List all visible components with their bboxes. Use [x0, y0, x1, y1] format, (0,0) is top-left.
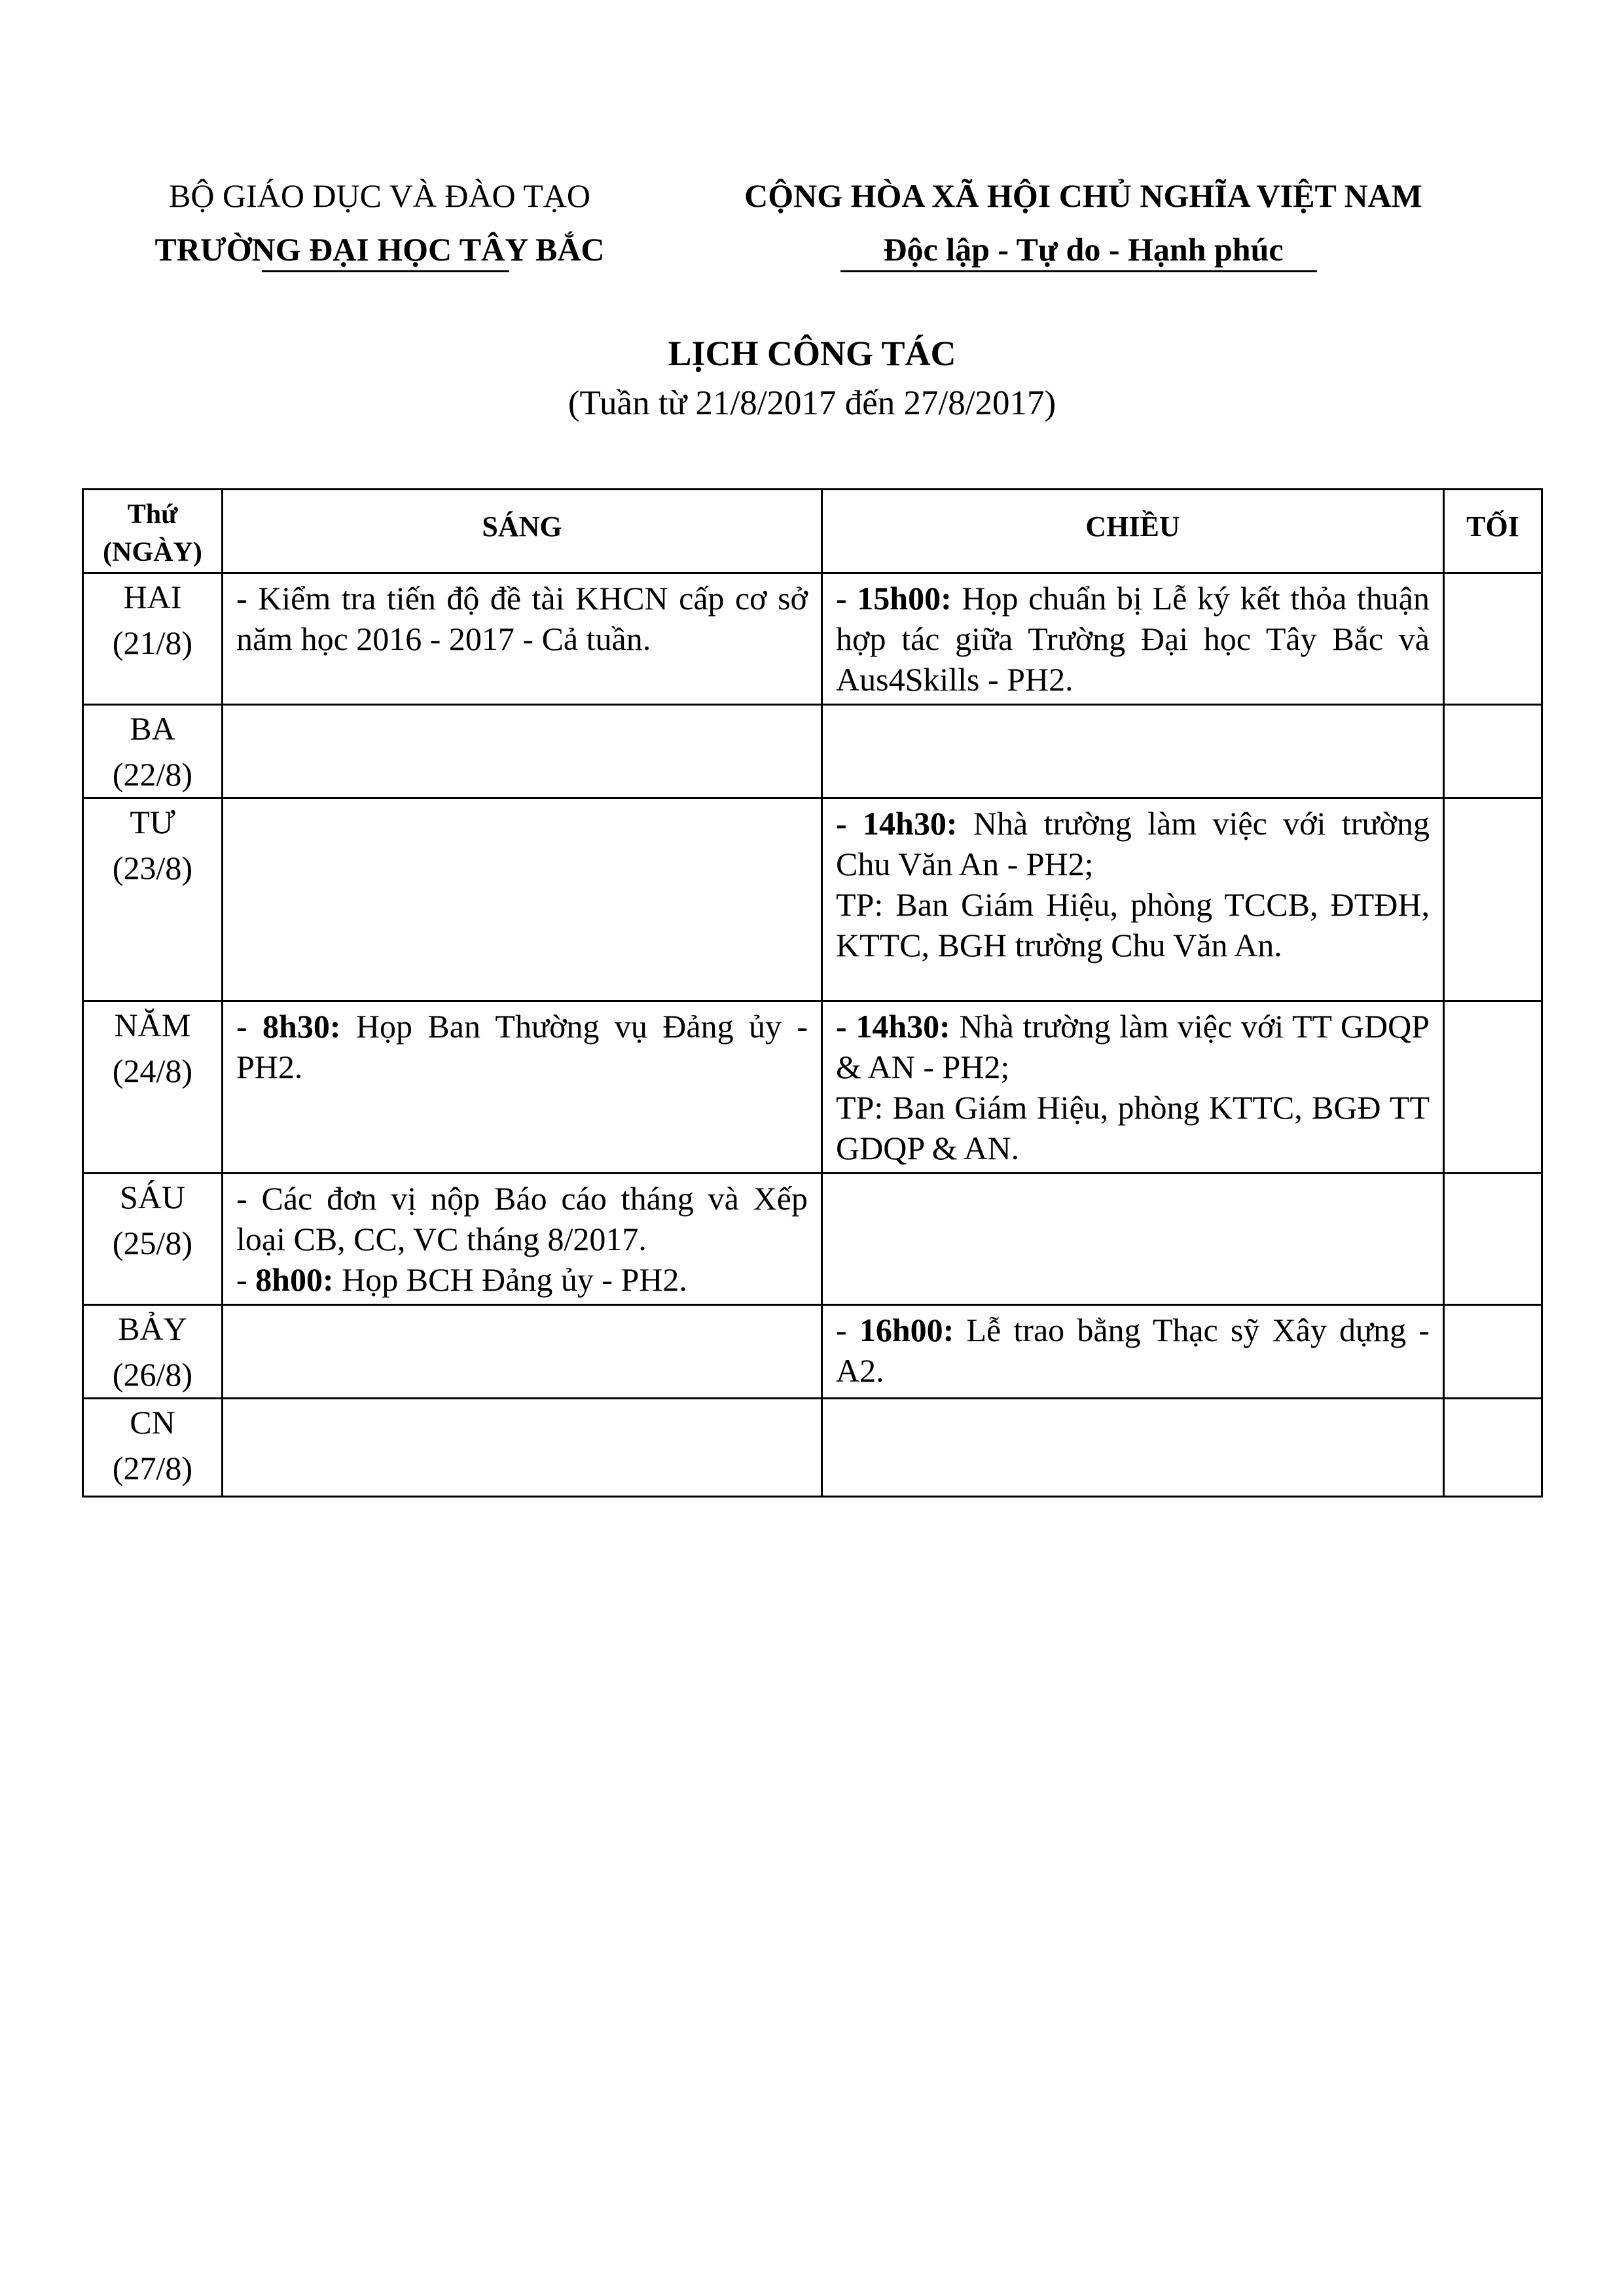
- document-subtitle: (Tuần từ 21/8/2017 đến 27/8/2017): [568, 384, 1056, 422]
- country-name: CỘNG HÒA XÃ HỘI CHỦ NGHĨA VIỆT NAM: [744, 177, 1422, 214]
- schedule-entry: [836, 884, 1430, 965]
- national-header: [681, 169, 1486, 276]
- day-name: BA: [130, 710, 175, 747]
- chieu-cell: [822, 705, 1444, 798]
- toi-cell: [1444, 1305, 1542, 1399]
- document-title: LỊCH CÔNG TÁC: [668, 334, 956, 373]
- day-cell: [83, 705, 223, 798]
- entry-text: TP: Ban Giám Hiệu, phòng KTTC, BGĐ TT GDQP & AN.: [836, 1089, 1430, 1166]
- schedule-entry: [236, 578, 808, 659]
- chieu-cell: [822, 798, 1444, 1001]
- table-header-row: [83, 490, 1542, 573]
- entry-text: Lễ trao bằng Thạc sỹ Xây dựng - A2.: [836, 1312, 1430, 1389]
- toi-cell: [1444, 798, 1542, 1001]
- day-date: (24/8): [112, 1052, 193, 1089]
- day-name: BẢY: [118, 1310, 187, 1347]
- ministry-name: BỘ GIÁO DỤC VÀ ĐÀO TẠO: [169, 177, 590, 214]
- national-motto: Độc lập - Tự do - Hạnh phúc: [883, 231, 1284, 268]
- entry-time: 8h00:: [255, 1261, 334, 1298]
- table-row: [83, 1001, 1542, 1174]
- entry-time: 16h00:: [859, 1312, 954, 1348]
- day-name: HAI: [123, 579, 182, 615]
- header-day-label: Thứ: [127, 499, 178, 529]
- chieu-cell: [822, 1399, 1444, 1497]
- day-cell: [83, 1174, 223, 1305]
- table-row: [83, 798, 1542, 1001]
- header-sang: SÁNG: [223, 490, 822, 573]
- sang-cell: [223, 1001, 822, 1174]
- day-cell: [83, 798, 223, 1001]
- chieu-cell: [822, 1174, 1444, 1305]
- day-date: (25/8): [112, 1225, 193, 1261]
- schedule-entry: [836, 1006, 1430, 1087]
- chieu-cell: [822, 573, 1444, 705]
- university-name: TRƯỜNG ĐẠI HỌC TÂY BẮC: [154, 231, 605, 268]
- chieu-cell: [822, 1305, 1444, 1399]
- day-cell: [83, 573, 223, 705]
- entry-text: Nhà trường làm việc với TT GDQP & AN - PH2;: [836, 1008, 1430, 1085]
- sang-cell: [223, 798, 822, 1001]
- table-row: [83, 1399, 1542, 1497]
- entry-prefix: -: [836, 580, 857, 617]
- schedule-entry: [236, 1006, 808, 1087]
- table-row: [83, 1305, 1542, 1399]
- toi-cell: [1444, 1399, 1542, 1497]
- day-date: (22/8): [112, 756, 193, 793]
- header-day: [83, 490, 223, 573]
- day-cell: [83, 1305, 223, 1399]
- table-row: [83, 573, 1542, 705]
- day-date: (26/8): [112, 1356, 193, 1393]
- day-date: (23/8): [112, 850, 193, 886]
- entry-time: 15h00:: [857, 580, 952, 617]
- entry-text: Họp BCH Đảng ủy - PH2.: [333, 1261, 687, 1298]
- day-name: SÁU: [119, 1179, 186, 1215]
- entry-text: Họp chuẩn bị Lễ ký kết thỏa thuận hợp tác giữa Trường Đại học Tây Bắc và Aus4Skills - PH2.: [836, 580, 1430, 698]
- header-underline-right: [840, 270, 1317, 272]
- header-underline-left: [262, 270, 509, 272]
- ministry-header: [118, 169, 641, 276]
- sang-cell: [223, 1174, 822, 1305]
- entry-text: TP: Ban Giám Hiệu, phòng TCCB, ĐTĐH, KTTC, BGH trường Chu Văn An.: [836, 886, 1430, 963]
- schedule-entry: [236, 1178, 808, 1259]
- header-chieu: CHIỀU: [822, 490, 1444, 573]
- entry-time: - 14h30:: [836, 1008, 950, 1045]
- day-cell: [83, 1399, 223, 1497]
- entry-text: - Các đơn vị nộp Báo cáo tháng và Xếp loại CB, CC, VC tháng 8/2017.: [236, 1180, 808, 1257]
- day-date: (21/8): [112, 624, 193, 661]
- sang-cell: [223, 1305, 822, 1399]
- entry-text: Nhà trường làm việc với trường Chu Văn An - PH2;: [836, 805, 1430, 882]
- toi-cell: [1444, 1001, 1542, 1174]
- chieu-cell: [822, 1001, 1444, 1174]
- day-name: CN: [130, 1404, 175, 1441]
- entry-text: Họp Ban Thường vụ Đảng ủy - PH2.: [236, 1008, 808, 1085]
- entry-time: 8h30:: [262, 1008, 341, 1045]
- schedule-table: [82, 488, 1543, 1498]
- entry-prefix: -: [236, 1008, 263, 1045]
- header-date-label: (NGÀY): [103, 537, 202, 567]
- sang-cell: [223, 1399, 822, 1497]
- schedule-entry: [236, 1259, 808, 1300]
- schedule-entry: [836, 1087, 1430, 1168]
- schedule-entry: [836, 1310, 1430, 1391]
- day-cell: [83, 1001, 223, 1174]
- toi-cell: [1444, 1174, 1542, 1305]
- day-name: NĂM: [114, 1007, 191, 1043]
- table-row: [83, 705, 1542, 798]
- entry-text: - Kiểm tra tiến độ đề tài KHCN cấp cơ sở năm học 2016 - 2017 - Cả tuần.: [236, 580, 808, 657]
- sang-cell: [223, 705, 822, 798]
- toi-cell: [1444, 573, 1542, 705]
- entry-prefix: -: [836, 1312, 859, 1348]
- schedule-entry: [836, 803, 1430, 884]
- schedule-entry: [836, 578, 1430, 700]
- header-toi: TỐI: [1444, 490, 1542, 573]
- day-name: TƯ: [130, 804, 175, 840]
- entry-prefix: -: [236, 1261, 256, 1298]
- schedule-body: [83, 573, 1542, 1497]
- entry-time: - 14h30:: [836, 805, 958, 842]
- sang-cell: [223, 573, 822, 705]
- table-row: [83, 1174, 1542, 1305]
- toi-cell: [1444, 705, 1542, 798]
- day-date: (27/8): [112, 1450, 193, 1486]
